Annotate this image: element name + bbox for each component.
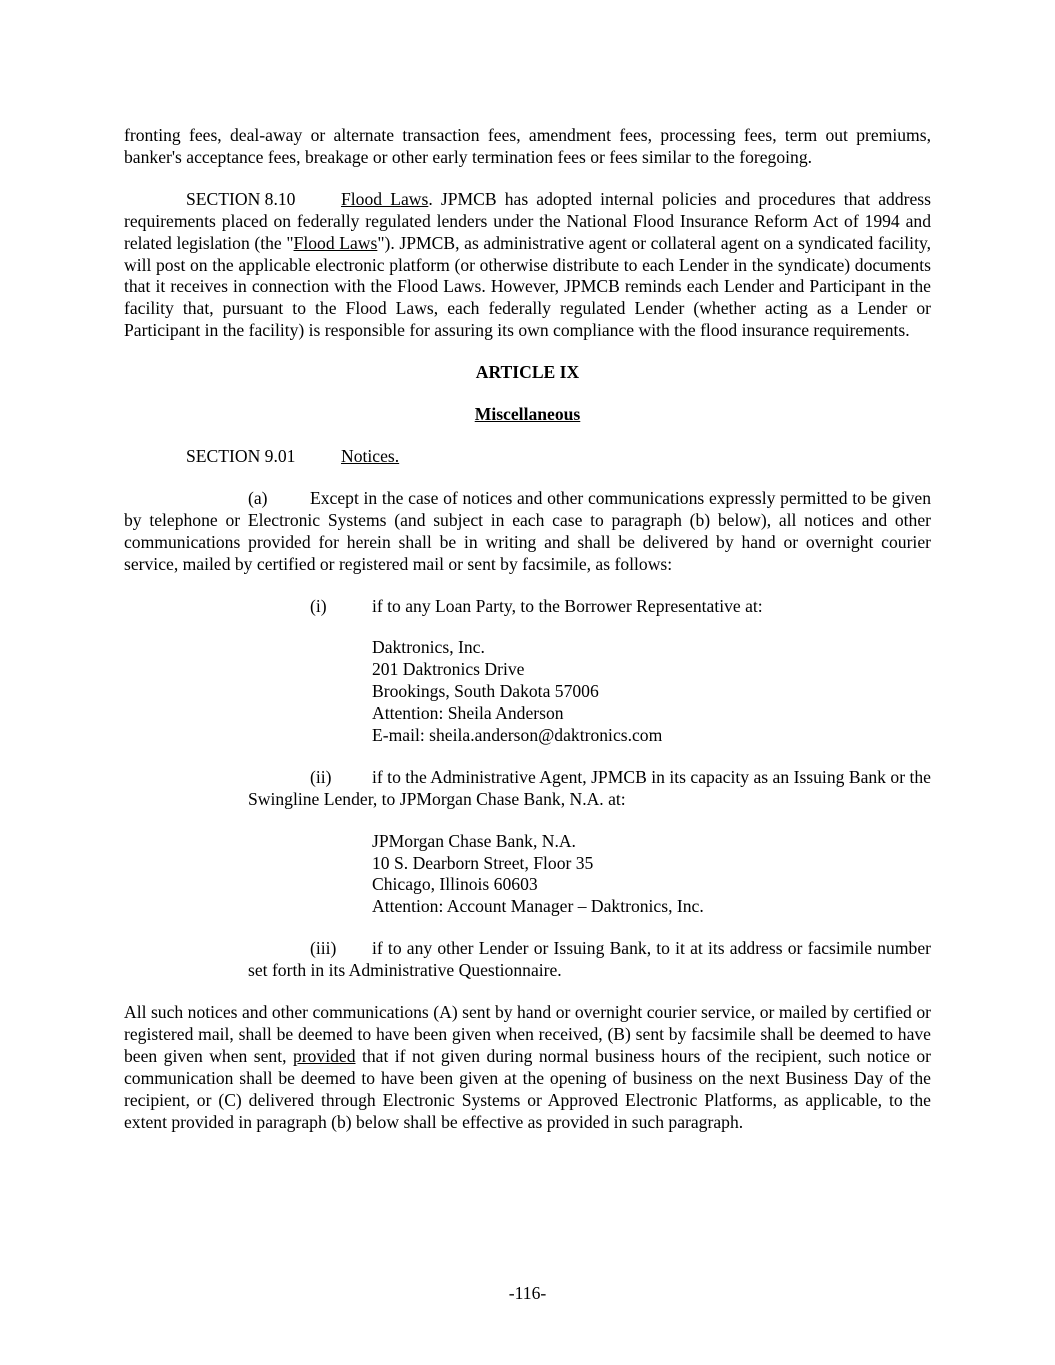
address-line: Brookings, South Dakota 57006 [372, 681, 599, 702]
section-8-10-title: Flood Laws [341, 188, 429, 209]
item-ii [124, 767, 931, 811]
page-number: -116- [508, 1283, 547, 1303]
document-page [124, 125, 931, 1133]
section-8-10-paragraph [124, 189, 931, 342]
intro-paragraph: fronting fees, deal-away or alternate transaction fees, amendment fees, processing fees, term out premiums, banker's acceptance fees, breakage or other early termination fees or fees similar to the foregoing. [124, 125, 931, 167]
paragraph-a [124, 488, 931, 576]
item-ii-text: if to the Administrative Agent, JPMCB in its capacity as an Issuing Bank or the Swingline Lender, to JPMorgan Chase Bank, N.A. at: [248, 766, 931, 809]
item-i [124, 596, 931, 618]
address-line: Chicago, Illinois 60603 [372, 874, 538, 895]
borrower-address-block [124, 637, 931, 746]
item-i-label: (i) [310, 595, 327, 616]
article-heading: ARTICLE IX [475, 362, 580, 383]
paragraph-a-text: Except in the case of notices and other communications expressly permitted to be given by telephone or Electronic Systems (and subject in each case to paragraph (b) below), all notices and other communications provided for herein shall be in writing and shall be delivered by hand or overnight courier service, mailed by certified or registered mail or sent by facsimile, as follows: [124, 487, 931, 574]
item-iii-text: if to any other Lender or Issuing Bank, to it at its address or facsimile number set forth in its Administrative Questionnaire. [248, 938, 931, 981]
address-line: JPMorgan Chase Bank, N.A. [372, 830, 576, 851]
section-9-01-heading [124, 446, 931, 468]
section-8-10-text-2: "). JPMCB, as administrative agent or collateral agent on a syndicated facility, will post on the applicable electronic platform (or otherwise distribute to each Lender in the syndicate) documents that it receives in connection with the Flood Laws. However, JPMCB reminds each Lender and Participant in the facility that, pursuant to the Flood Laws, each federally regulated Lender (whether acting as a Lender or Participant in the facility) is responsible for assuring its own compliance with the flood insurance requirements. [124, 232, 932, 341]
flood-laws-defined-term: Flood Laws [293, 232, 378, 253]
item-iii-label: (iii) [310, 938, 337, 959]
section-8-10-number: SECTION 8.10 [186, 188, 296, 209]
section-9-01-title: Notices. [341, 445, 400, 466]
address-line: Attention: Sheila Anderson [372, 703, 564, 724]
closing-text-2: that if not given during normal business hours of the recipient, such notice or communication shall be deemed to have been given at the opening of business on the next Business Day of the recipient, or (C) delivered through Electronic Systems or Approved Electronic Platforms, as applicable, to the extent provided in paragraph (b) below shall be effective as provided in such paragraph. [124, 1045, 931, 1132]
article-title: Miscellaneous [474, 404, 581, 425]
paragraph-a-label: (a) [248, 487, 268, 508]
email-line: E-mail: sheila.anderson@daktronics.com [372, 724, 663, 745]
item-i-text: if to any Loan Party, to the Borrower Representative at: [372, 595, 763, 616]
section-9-01-number: SECTION 9.01 [186, 445, 296, 466]
section-8-10-text-1: . JPMCB has adopted internal policies and procedures that address requirements placed on federally regulated lenders under the National Flood Insurance Reform Act of 1994 and related legislation (the " [124, 188, 931, 253]
provided-term: provided [292, 1045, 356, 1066]
closing-paragraph [124, 1002, 931, 1133]
address-line: 10 S. Dearborn Street, Floor 35 [372, 852, 594, 873]
closing-text-1: All such notices and other communications (A) sent by hand or overnight courier service, or mailed by certified or registered mail, shall be deemed to have been given when received, (B) sent by facsimile shall be deemed to have been given when sent, [124, 1002, 931, 1066]
address-line: Attention: Account Manager – Daktronics, Inc. [372, 896, 704, 917]
item-ii-label: (ii) [310, 766, 332, 787]
agent-address-block [124, 831, 931, 919]
address-line: 201 Daktronics Drive [372, 659, 525, 680]
item-iii [124, 938, 931, 982]
address-line: Daktronics, Inc. [372, 637, 485, 658]
